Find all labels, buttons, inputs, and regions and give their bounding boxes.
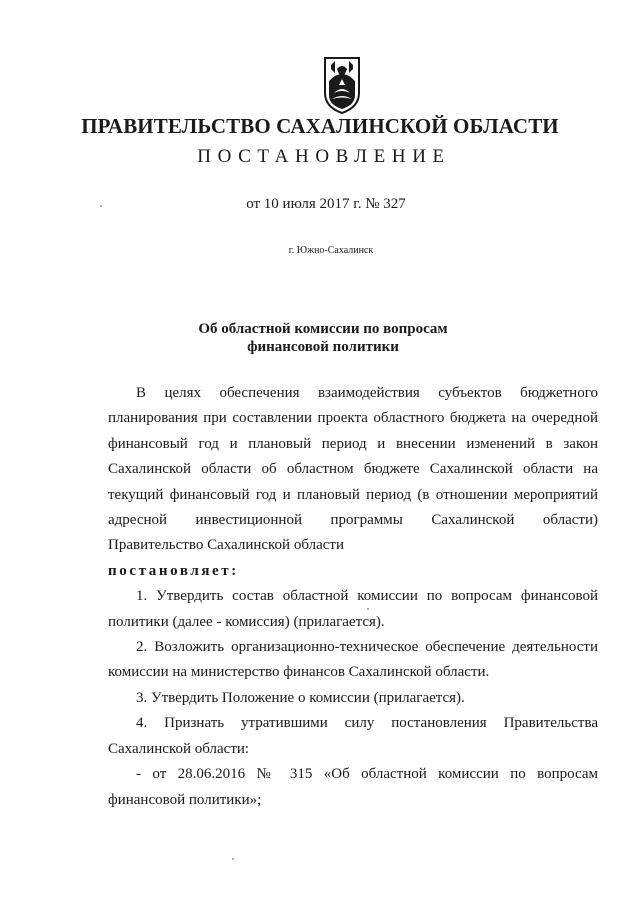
scan-speck xyxy=(100,205,102,207)
document-body xyxy=(108,381,598,813)
scan-speck xyxy=(367,608,369,610)
clause-4: 4. Признать утратившими силу постановления Правительства Сахалинской области: xyxy=(108,715,598,757)
organization-title: ПРАВИТЕЛЬСТВО САХАЛИНСКОЙ ОБЛАСТИ xyxy=(81,114,559,138)
clause-1: 1. Утвердить состав областной комиссии по вопросам финансовой политики (далее - комиссия) (прилагается). xyxy=(108,588,598,630)
document-date-number: от 10 июля 2017 г. № 327 xyxy=(246,196,406,212)
intro-paragraph: В целях обеспечения взаимодействия субъектов бюджетного планирования при составлении проекта областного бюджета на очередной финансовый год и плановый период и внесении изменений в закон Сахалинской области об областном бюджете Сахалинской области на текущий финансовый год и плановый период (в отношении мероприятий адресной инвестиционной программы Сахалинской области) Правительство Сахалинской области xyxy=(108,385,598,554)
coat-of-arms-icon xyxy=(321,55,363,115)
resolves-keyword: постановляет: xyxy=(108,562,239,579)
clause-2: 2. Возложить организационно-техническое обеспечение деятельности комиссии на министерство финансов Сахалинской области. xyxy=(108,639,598,681)
clause-4-subitem: - от 28.06.2016 № 315 «Об областной комиссии по вопросам финансовой политики»; xyxy=(108,766,598,808)
clause-3: 3. Утвердить Положение о комиссии (прилагается). xyxy=(136,689,465,706)
document-subject xyxy=(0,320,640,356)
document-city: г. Южно-Сахалинск xyxy=(288,245,374,256)
document-type: ПОСТАНОВЛЕНИЕ xyxy=(197,146,451,167)
subject-line-1: Об областной комиссии по вопросам xyxy=(198,321,448,337)
subject-line-2: финансовой политики xyxy=(247,339,399,355)
scan-speck xyxy=(232,858,234,860)
